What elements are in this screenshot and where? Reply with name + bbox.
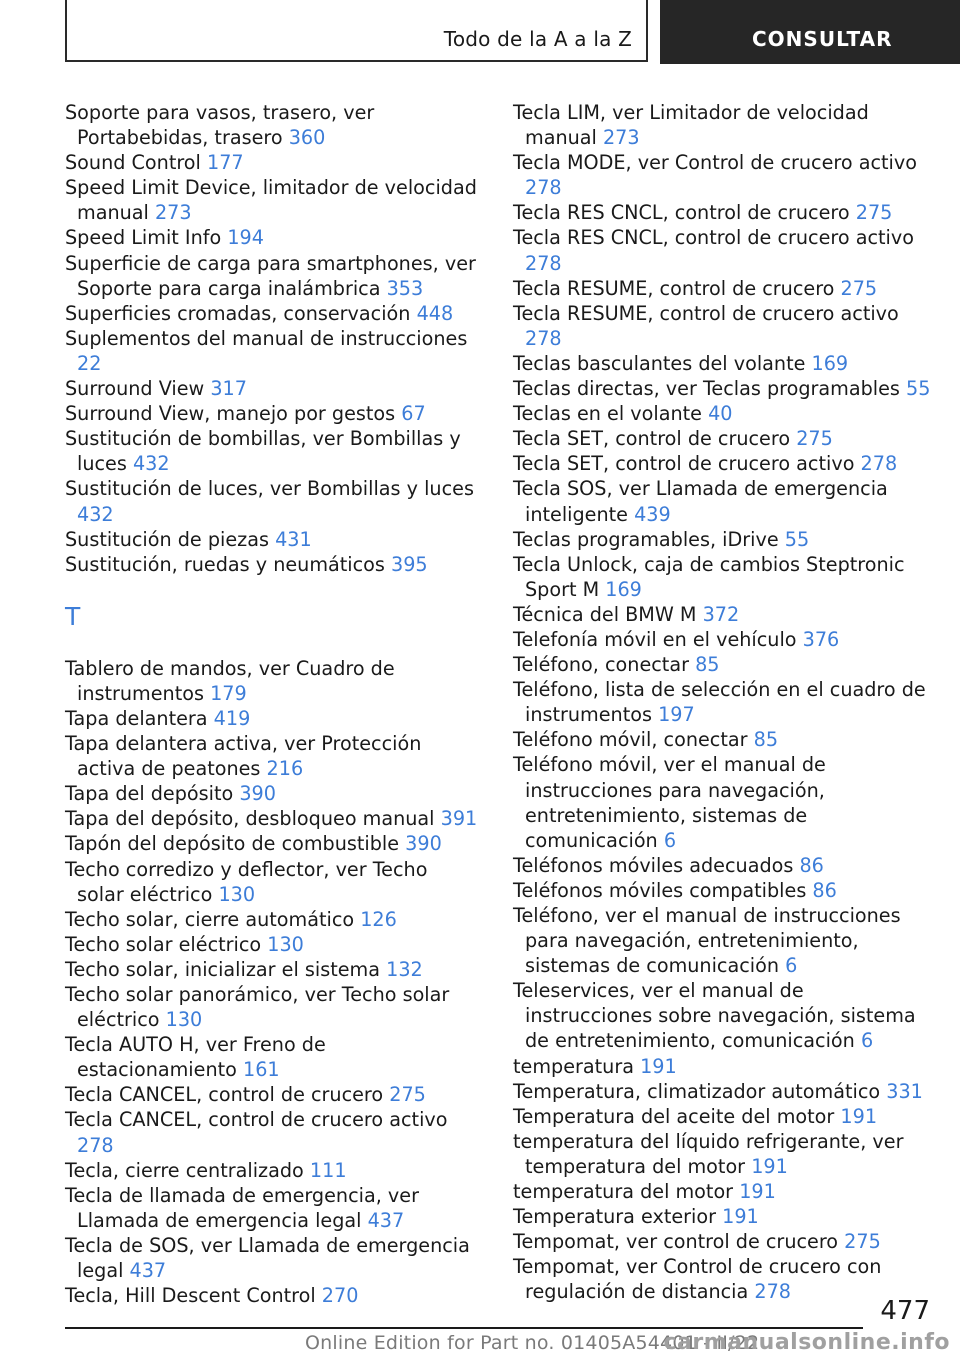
index-entry: [65, 656, 480, 706]
index-entry: [65, 982, 480, 1032]
section-letter: T: [65, 601, 81, 631]
index-entry: [513, 100, 933, 150]
page-link[interactable]: 111: [309, 1158, 347, 1182]
index-entry: [65, 552, 480, 577]
page-link[interactable]: 216: [266, 757, 304, 781]
page-link[interactable]: 376: [802, 627, 840, 651]
page-link[interactable]: 161: [242, 1058, 280, 1082]
index-column-left: [65, 100, 484, 1308]
index-entry: [65, 1158, 480, 1183]
index-entry-text: Tecla AUTO H, ver Freno de estacionamiento: [65, 1033, 332, 1082]
index-entry-text: Tecla RESUME, control de crucero activo: [513, 301, 905, 325]
page-link[interactable]: 6: [860, 1029, 874, 1053]
page-link[interactable]: 278: [754, 1280, 791, 1304]
index-entry-text: temperatura del motor: [513, 1180, 740, 1204]
page-link[interactable]: 197: [658, 703, 695, 727]
page-link[interactable]: 130: [165, 1008, 203, 1032]
page-link[interactable]: 22: [77, 351, 102, 375]
index-entry: [513, 527, 933, 552]
index-entry-text: Tecla CANCEL, control de crucero activo: [65, 1108, 454, 1132]
index-tab[interactable]: [65, 0, 648, 62]
page-link[interactable]: 55: [906, 377, 931, 401]
index-entry: [65, 1183, 480, 1233]
index-entry-text: Techo corredizo y deflector, ver Techo solar eléctrico: [65, 857, 434, 906]
page-link[interactable]: 86: [799, 853, 824, 877]
index-entry: [513, 351, 933, 376]
index-entry-text: Tecla, cierre centralizado: [65, 1158, 310, 1182]
index-entry-text: temperatura del líquido refrigerante, ver temperatura del motor: [513, 1129, 910, 1178]
index-entry: [513, 1204, 933, 1229]
page-link[interactable]: 6: [663, 828, 677, 852]
index-entry: [513, 627, 933, 652]
index-entry-text: Teléfono, conectar: [513, 653, 696, 677]
index-entry: [65, 706, 480, 731]
page-link[interactable]: 353: [386, 276, 424, 300]
index-entry-text: Teclas basculantes del volante: [513, 351, 812, 375]
index-entry: [513, 1254, 933, 1304]
index-entry: [65, 1082, 480, 1107]
index-entry-text: Tecla MODE, ver Control de crucero activo: [513, 151, 924, 175]
index-entry-text: Tapa del depósito, desbloqueo manual: [65, 807, 441, 831]
index-entry: [513, 1054, 933, 1079]
index-entry: [65, 957, 480, 982]
page-link[interactable]: 317: [210, 377, 247, 401]
index-entries-s: [65, 100, 484, 577]
page-link[interactable]: 395: [391, 552, 428, 576]
page-link[interactable]: 194: [227, 226, 264, 250]
page-link[interactable]: 191: [840, 1104, 878, 1128]
index-column-right: [513, 100, 933, 1305]
index-entry: [65, 1283, 480, 1308]
consult-label: CONSULTAR: [752, 27, 893, 51]
page-link[interactable]: 177: [206, 151, 244, 175]
page-link[interactable]: 390: [239, 782, 276, 806]
index-entry: [513, 301, 933, 351]
page-link[interactable]: 179: [210, 681, 247, 705]
index-entry: [65, 1032, 480, 1082]
index-entry-text: Tecla, Hill Descent Control: [65, 1284, 322, 1308]
index-entry: [513, 978, 933, 1053]
page-link[interactable]: 85: [753, 728, 779, 752]
index-entry-text: Speed Limit Device, limitador de velocidad manual: [65, 176, 484, 225]
page-link[interactable]: 191: [640, 1054, 677, 1078]
index-entry-text: Tecla Unlock, caja de cambios Steptronic Sport M: [513, 552, 911, 601]
index-entry-text: Suplementos del manual de instrucciones: [65, 326, 474, 350]
edition-text: Online Edition for Part no. 01405A54401 - II/22: [305, 1332, 760, 1354]
index-entry: [65, 251, 483, 301]
index-entry: [513, 200, 933, 225]
index-entry-text: Surround View, manejo por gestos: [65, 402, 402, 426]
page-link[interactable]: 431: [275, 527, 312, 551]
index-entry-text: Tapa delantera: [65, 706, 214, 730]
index-entry-text: Tecla CANCEL, control de crucero: [65, 1083, 390, 1107]
index-entry-text: Superficies cromadas, conservación: [65, 301, 417, 325]
index-entry-text: Telefonía móvil en el vehículo: [513, 627, 803, 651]
page-link[interactable]: 278: [525, 251, 562, 275]
index-entry-text: Tecla de llamada de emergencia, ver Llamada de emergencia legal: [65, 1183, 426, 1232]
index-entry: [513, 1104, 933, 1129]
page-link[interactable]: 126: [360, 907, 397, 931]
index-entry-text: Teleservices, ver el manual de instrucciones sobre navegación, sistema de entretenimiento, comunicación: [513, 979, 922, 1053]
page-link[interactable]: 278: [860, 452, 898, 476]
index-entry: [65, 401, 480, 426]
index-entry-text: Tapa del depósito: [65, 782, 240, 806]
index-entry-text: Sound Control: [65, 151, 207, 175]
index-entry-text: Teléfono, ver el manual de instrucciones para navegación, entretenimiento, sistemas de comunicación: [513, 904, 907, 978]
index-entry: [513, 225, 933, 275]
page-link[interactable]: 275: [840, 276, 878, 300]
page-link[interactable]: 278: [525, 176, 562, 200]
page-link[interactable]: 437: [129, 1259, 167, 1283]
index-entry: [513, 602, 933, 627]
index-entry: [513, 426, 933, 451]
index-entry-text: Tecla SET, control de crucero: [513, 427, 797, 451]
page-link[interactable]: 275: [855, 201, 893, 225]
page-link[interactable]: 432: [132, 452, 170, 476]
index-entry: [65, 426, 480, 476]
index-entry: [65, 150, 480, 175]
index-entries-t: [65, 656, 480, 1308]
page-link[interactable]: 275: [389, 1083, 426, 1107]
page-link[interactable]: 191: [739, 1180, 776, 1204]
index-entry: [513, 1229, 933, 1254]
index-entry-text: Sustitución, ruedas y neumáticos: [65, 552, 392, 576]
index-entry: [513, 853, 933, 878]
page-link[interactable]: 40: [708, 402, 733, 426]
index-entry: [513, 150, 933, 200]
index-entry-text: Teclas en el volante: [513, 402, 709, 426]
index-entry-text: Tecla LIM, ver Limitador de velocidad manual: [513, 101, 875, 150]
index-entry-text: Tecla RES CNCL, control de crucero: [513, 201, 856, 225]
page-link[interactable]: 130: [218, 882, 256, 906]
page-link[interactable]: 448: [416, 301, 454, 325]
index-entry-text: temperatura: [513, 1054, 641, 1078]
page-link[interactable]: 331: [886, 1079, 923, 1103]
page-link[interactable]: 419: [213, 706, 251, 730]
index-entry-text: Teclas programables, iDrive: [513, 527, 785, 551]
index-entry: [513, 652, 933, 677]
index-entry: [65, 1107, 480, 1157]
index-entry-text: Sustitución de bombillas, ver Bombillas y luces: [65, 427, 467, 476]
index-entry-text: Sustitución de luces, ver Bombillas y luces: [65, 477, 481, 501]
index-entry-text: Sustitución de piezas: [65, 527, 276, 551]
index-entry-text: Tecla de SOS, ver Llamada de emergencia legal: [65, 1233, 476, 1283]
page-link[interactable]: 439: [634, 502, 671, 526]
index-entry: [513, 451, 933, 476]
index-entry-text: Tecla SOS, ver Llamada de emergencia inteligente: [513, 477, 894, 526]
index-entry-text: Speed Limit Info: [65, 226, 228, 250]
watermark: carmanualsonline.info: [663, 1330, 950, 1355]
page-link[interactable]: 132: [386, 957, 423, 981]
index-entry: [513, 1079, 933, 1104]
page-link[interactable]: 55: [784, 527, 810, 551]
index-entry-text: Techo solar, inicializar el sistema: [65, 957, 387, 981]
index-entry-text: Tempomat, ver control de crucero: [513, 1230, 845, 1254]
index-entry: [65, 781, 480, 806]
footer-rule: [65, 1327, 863, 1329]
index-entry-text: Temperatura exterior: [513, 1205, 723, 1229]
page-link[interactable]: 432: [77, 502, 114, 526]
index-entry-text: Tapa delantera activa, ver Protección activa de peatones: [65, 732, 428, 781]
index-entry: [513, 752, 933, 852]
index-entry: [65, 301, 480, 326]
index-entry-text: Teléfono, lista de selección en el cuadro de instrumentos: [513, 678, 932, 727]
index-entry-text: Surround View: [65, 377, 211, 401]
page-link[interactable]: 6: [785, 954, 798, 978]
page-link[interactable]: 191: [722, 1205, 759, 1229]
page-link[interactable]: 67: [401, 402, 426, 426]
index-entry: [65, 907, 480, 932]
index-entry-text: Temperatura del aceite del motor: [513, 1104, 841, 1128]
index-entry: [513, 552, 933, 602]
page-link[interactable]: 169: [811, 351, 849, 375]
index-entry-text: Techo solar panorámico, ver Techo solar eléctrico: [65, 983, 456, 1032]
index-entry: [513, 878, 933, 903]
index-entry: [513, 1129, 933, 1179]
index-entry: [65, 476, 480, 526]
page-link[interactable]: 275: [796, 427, 833, 451]
index-entry-text: Techo solar, cierre automático: [65, 907, 361, 931]
page-link[interactable]: 278: [77, 1133, 114, 1157]
index-entry: [513, 1179, 933, 1204]
index-entry: [513, 401, 933, 426]
index-entry: [65, 1233, 480, 1283]
index-entry: [65, 225, 480, 250]
search-icon: [896, 28, 920, 52]
page-link[interactable]: 130: [267, 932, 304, 956]
consult-button[interactable]: [660, 0, 960, 64]
page-link[interactable]: 273: [154, 201, 192, 225]
index-entry: [513, 276, 933, 301]
page-link[interactable]: 360: [288, 126, 326, 150]
index-entry-text: Tablero de mandos, ver Cuadro de instrumentos: [65, 656, 401, 705]
index-entry: [513, 376, 933, 401]
index-entry: [513, 727, 933, 752]
index-entry-text: Técnica del BMW M: [513, 602, 703, 626]
page-link[interactable]: 86: [812, 878, 837, 902]
index-entry-text: Tecla RES CNCL, control de crucero activo: [513, 226, 921, 250]
index-entry-text: Teléfonos móviles compatibles: [513, 878, 813, 902]
index-entry: [65, 857, 480, 907]
index-entry-text: Tapón del depósito de combustible: [65, 832, 406, 856]
index-entry: [65, 175, 484, 225]
index-entry: [65, 731, 480, 781]
index-entry: [513, 903, 933, 978]
page-link[interactable]: 273: [602, 126, 640, 150]
index-entry: [65, 806, 480, 831]
index-entry-text: Teléfono móvil, ver el manual de instrucciones para navegación, entretenimiento, sistemas de comunicación: [513, 753, 832, 852]
page-link[interactable]: 85: [695, 653, 720, 677]
index-entry-text: Soporte para vasos, trasero, ver Portabebidas, trasero: [65, 101, 381, 150]
index-entry: [65, 376, 480, 401]
index-entry-text: Teléfono móvil, conectar: [513, 728, 754, 752]
page-link[interactable]: 169: [605, 577, 642, 601]
index-entry: [65, 100, 480, 150]
index-entry-text: Temperatura, climatizador automático: [513, 1079, 887, 1103]
index-entry-text: Teclas directas, ver Teclas programables: [513, 377, 907, 401]
index-entry-text: Tecla RESUME, control de crucero: [513, 276, 841, 300]
page-number: 477: [880, 1296, 930, 1326]
page-link[interactable]: 275: [844, 1230, 881, 1254]
page-link[interactable]: 391: [440, 807, 478, 831]
index-entry-text: Superficie de carga para smartphones, ver Soporte para carga inalámbrica: [65, 251, 483, 300]
index-entry: [513, 677, 933, 727]
index-entry-text: Tempomat, ver Control de crucero con regulación de distancia: [513, 1255, 888, 1304]
index-entries-t-continued: [513, 100, 933, 1305]
index-entry: [513, 476, 933, 526]
index-entry-text: Tecla SET, control de crucero activo: [513, 452, 861, 476]
index-entry: [65, 932, 480, 957]
index-entry-text: Techo solar eléctrico: [65, 932, 268, 956]
page-link[interactable]: 191: [751, 1154, 788, 1178]
index-entry: [65, 831, 480, 856]
index-entry: [65, 527, 480, 552]
page-link[interactable]: 437: [367, 1208, 405, 1232]
index-entry: [65, 326, 480, 376]
index-tab-label: Todo de la A a la Z: [443, 27, 632, 51]
page-link[interactable]: 390: [405, 832, 442, 856]
page-link[interactable]: 270: [321, 1284, 359, 1308]
page-link[interactable]: 372: [702, 602, 740, 626]
index-entry-text: Teléfonos móviles adecuados: [513, 853, 800, 877]
page-link[interactable]: 278: [525, 326, 562, 350]
